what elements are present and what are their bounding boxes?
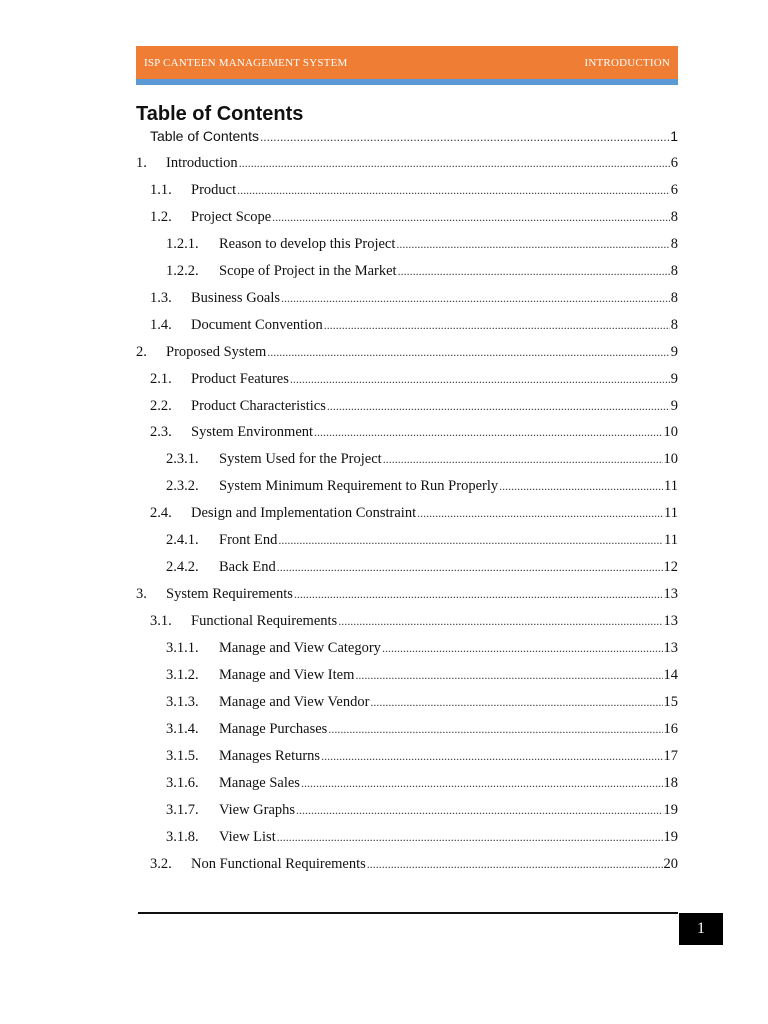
toc-entry-page: 19 xyxy=(663,802,678,818)
toc-dot-leader xyxy=(338,611,662,631)
toc-entry-title: Design and Implementation Constraint xyxy=(191,505,417,521)
toc-dot-leader xyxy=(383,449,663,469)
toc-entry[interactable] xyxy=(136,342,678,362)
toc-entry-number: 1.4. xyxy=(150,317,172,333)
toc-entry[interactable] xyxy=(166,530,678,550)
toc-dot-leader xyxy=(396,234,669,254)
toc-dot-leader xyxy=(327,396,670,416)
toc-dot-leader xyxy=(267,342,669,362)
toc-entry-number: 1.1. xyxy=(150,182,172,198)
toc-entry[interactable] xyxy=(166,719,678,739)
toc-entry-page: 6 xyxy=(670,182,678,198)
toc-entry-title: Front End xyxy=(219,532,278,548)
toc-entry-page: 13 xyxy=(663,586,678,602)
toc-entry-title: Project Scope xyxy=(191,209,272,225)
toc-entry[interactable] xyxy=(136,584,678,604)
toc-entry[interactable] xyxy=(150,369,678,389)
toc-entry-number: 3.1.4. xyxy=(166,721,199,737)
toc-entry-page: 9 xyxy=(670,344,678,360)
toc-entry-page: 9 xyxy=(670,398,678,414)
toc-entry-title: Document Convention xyxy=(191,317,323,333)
header-accent-stripe xyxy=(136,79,678,85)
toc-dot-leader xyxy=(321,746,662,766)
toc-entry-number: 1.3. xyxy=(150,290,172,306)
toc-dot-leader xyxy=(272,207,670,227)
toc-entry-page: 13 xyxy=(663,613,678,629)
toc-entry-number: 3.2. xyxy=(150,856,172,872)
toc-entry[interactable] xyxy=(166,827,678,847)
toc-entry-title: Manage and View Item xyxy=(219,667,355,683)
toc-dot-leader xyxy=(367,854,663,874)
toc-dot-leader xyxy=(324,315,670,335)
toc-entry-number: 2. xyxy=(136,344,147,360)
toc-entry[interactable] xyxy=(166,773,678,793)
toc-entry-number: 3.1.8. xyxy=(166,829,199,845)
toc-entry-number: 2.4.2. xyxy=(166,559,199,575)
toc-entry-page: 16 xyxy=(663,721,678,737)
toc-entry-number: 3.1.5. xyxy=(166,748,199,764)
toc-entry-page: 19 xyxy=(663,829,678,845)
toc-dot-leader xyxy=(499,476,663,496)
toc-entry-title: System Used for the Project xyxy=(219,451,382,467)
toc-entry-title: Manage and View Category xyxy=(219,640,381,656)
toc-entry[interactable] xyxy=(166,665,678,685)
toc-entry-number: 2.3.1. xyxy=(166,451,199,467)
toc-entry[interactable] xyxy=(150,180,678,200)
toc-entry-title: Proposed System xyxy=(166,344,267,360)
toc-entry-page: 12 xyxy=(663,559,678,575)
toc-entry-page: 11 xyxy=(664,478,678,494)
toc-entry-number: 1.2. xyxy=(150,209,172,225)
toc-entry-number: 3.1.1. xyxy=(166,640,199,656)
toc-entry[interactable] xyxy=(150,126,678,146)
toc-entry[interactable] xyxy=(150,207,678,227)
page-number-box xyxy=(679,913,723,945)
toc-entry-number: 2.1. xyxy=(150,371,172,387)
toc-dot-leader xyxy=(278,530,663,550)
toc-entry-title: Manages Returns xyxy=(219,748,321,764)
toc-dot-leader xyxy=(314,422,662,442)
toc-entry-title: Table of Contents xyxy=(150,128,259,144)
toc-entry-number: 2.4. xyxy=(150,505,172,521)
page-number: 1 xyxy=(697,920,705,937)
toc-entry[interactable] xyxy=(150,503,678,523)
toc-entry-page: 14 xyxy=(663,667,678,683)
toc-dot-leader xyxy=(355,665,662,685)
toc-entry-number: 3.1.2. xyxy=(166,667,199,683)
toc-entry-number: 1.2.1. xyxy=(166,236,199,252)
toc-dot-leader xyxy=(281,288,670,308)
toc-heading: Table of Contents xyxy=(136,103,304,125)
toc-entry-number: 3.1.7. xyxy=(166,802,199,818)
toc-entry-number: 3. xyxy=(136,586,147,602)
toc-dot-leader xyxy=(417,503,663,523)
toc-entry-title: Reason to develop this Project xyxy=(219,236,396,252)
toc-entry[interactable] xyxy=(166,557,678,577)
toc-entry-page: 15 xyxy=(663,694,678,710)
toc-entry-page: 11 xyxy=(664,505,678,521)
toc-entry[interactable] xyxy=(150,396,678,416)
toc-entry-title: Manage Purchases xyxy=(219,721,328,737)
toc-entry-title: Functional Requirements xyxy=(191,613,338,629)
running-header xyxy=(136,46,678,79)
toc-entry[interactable] xyxy=(166,261,678,281)
toc-entry-page: 8 xyxy=(670,263,678,279)
toc-entry-page: 8 xyxy=(670,290,678,306)
toc-entry-title: Product xyxy=(191,182,237,198)
toc-dot-leader xyxy=(237,180,670,200)
toc-entry-page: 11 xyxy=(664,532,678,548)
toc-dot-leader xyxy=(277,557,663,577)
toc-entry[interactable] xyxy=(166,692,678,712)
toc-entry-number: 1.2.2. xyxy=(166,263,199,279)
toc-entry-title: System Minimum Requirement to Run Properly xyxy=(219,478,499,494)
toc-entry-title: Manage Sales xyxy=(219,775,300,791)
toc-entry[interactable] xyxy=(150,288,678,308)
toc-entry-page: 8 xyxy=(670,236,678,252)
toc-dot-leader xyxy=(260,127,669,147)
toc-entry-page: 10 xyxy=(663,451,678,467)
toc-entry-number: 3.1.3. xyxy=(166,694,199,710)
toc-entry-number: 2.3.2. xyxy=(166,478,199,494)
toc-entry-number: 2.3. xyxy=(150,424,172,440)
toc-entry-title: Product Features xyxy=(191,371,289,387)
toc-dot-leader xyxy=(398,261,670,281)
toc-entry-number: 2.4.1. xyxy=(166,532,199,548)
toc-entry-title: Back End xyxy=(219,559,276,575)
toc-entry-page: 8 xyxy=(670,209,678,225)
toc-dot-leader xyxy=(277,827,663,847)
toc-entry-page: 1 xyxy=(670,128,678,144)
toc-dot-leader xyxy=(328,719,662,739)
toc-entry-title: Scope of Project in the Market xyxy=(219,263,397,279)
toc-entry-page: 18 xyxy=(663,775,678,791)
toc-entry-number: 2.2. xyxy=(150,398,172,414)
toc-entry[interactable] xyxy=(166,449,678,469)
toc-entry[interactable] xyxy=(166,638,678,658)
toc-entry[interactable] xyxy=(166,234,678,254)
toc-entry-title: Non Functional Requirements xyxy=(191,856,366,872)
toc-entry[interactable] xyxy=(150,854,678,874)
header-section-title: INTRODUCTION xyxy=(584,56,670,69)
toc-entry-title: System Environment xyxy=(191,424,314,440)
toc-entry-page: 13 xyxy=(663,640,678,656)
toc-entry[interactable] xyxy=(166,476,678,496)
toc-entry-number: 3.1.6. xyxy=(166,775,199,791)
toc-entry-title: View Graphs xyxy=(219,802,296,818)
toc-entry[interactable] xyxy=(150,422,678,442)
toc-dot-leader xyxy=(290,369,670,389)
toc-dot-leader xyxy=(382,638,663,658)
toc-entry-page: 17 xyxy=(663,748,678,764)
toc-dot-leader xyxy=(294,584,663,604)
header-document-title: ISP CANTEEN MANAGEMENT SYSTEM xyxy=(144,56,348,69)
toc-entry-page: 20 xyxy=(663,856,678,872)
toc-entry[interactable] xyxy=(150,611,678,631)
toc-entry-title: Introduction xyxy=(166,155,238,171)
toc-dot-leader xyxy=(301,773,663,793)
toc-entry-title: Manage and View Vendor xyxy=(219,694,370,710)
toc-entry-page: 10 xyxy=(663,424,678,440)
toc-dot-leader xyxy=(239,153,670,173)
toc-entry-page: 6 xyxy=(670,155,678,171)
toc-entry-page: 8 xyxy=(670,317,678,333)
toc-dot-leader xyxy=(370,692,662,712)
toc-entry[interactable] xyxy=(166,746,678,766)
toc-entry-title: View List xyxy=(219,829,276,845)
toc-entry-title: Product Characteristics xyxy=(191,398,326,414)
toc-entry-number: 1. xyxy=(136,155,147,171)
toc-entry-page: 9 xyxy=(670,371,678,387)
toc-entry-title: System Requirements xyxy=(166,586,293,602)
toc-entry[interactable] xyxy=(136,153,678,173)
toc-entry-title: Business Goals xyxy=(191,290,281,306)
toc-entry[interactable] xyxy=(150,315,678,335)
footer-rule xyxy=(138,912,678,914)
toc-entry-number: 3.1. xyxy=(150,613,172,629)
toc-entry[interactable] xyxy=(166,800,678,820)
toc-dot-leader xyxy=(296,800,662,820)
